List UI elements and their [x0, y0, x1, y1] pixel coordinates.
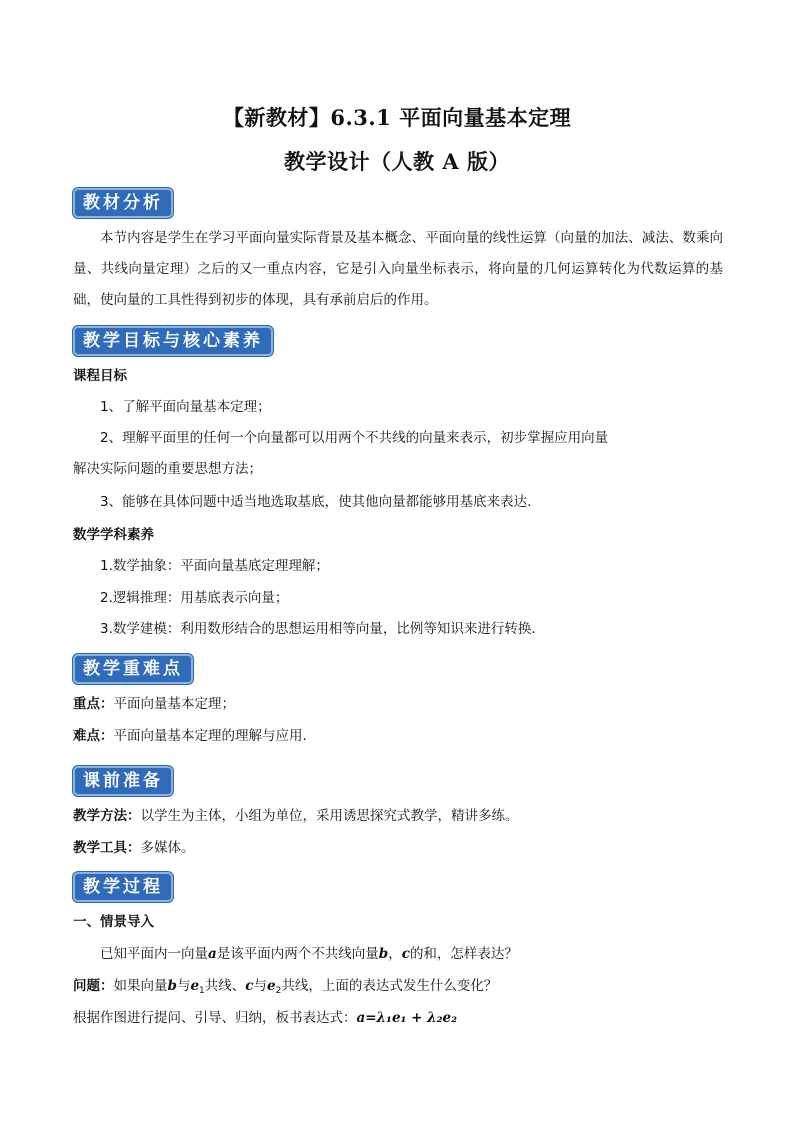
teaching-tool-line: [73, 833, 723, 864]
document-title-line1: 【新教材】6.3.1 平面向量基本定理: [222, 105, 572, 130]
teaching-tool-label: 教学工具：: [73, 840, 141, 856]
literacy-item-1: 1.数学抽象：平面向量基底定理理解；: [100, 558, 329, 574]
section-banner-objectives: 教学目标与核心素养: [73, 326, 273, 356]
board-expression-line: [73, 1003, 723, 1034]
intro-text-1: 已知平面内一向量: [100, 946, 208, 962]
objective-item-1: 1、了解平面向量基本定理；: [100, 399, 271, 415]
problem-text-2: 与: [176, 978, 191, 994]
objective-item-2: 2、理解平面里的任何一个向量都可以用两个不共线的向量来表示，初步掌握应用向量: [100, 430, 609, 446]
problem-vector-b: b: [167, 978, 177, 994]
board-text: 根据作图进行提问、引导、归纳，板书表达式：: [73, 1010, 357, 1026]
keypoint-text: 平面向量基本定理；: [113, 696, 235, 712]
problem-vector-c: c: [245, 978, 254, 994]
section-banner-prep: 课前准备: [73, 766, 173, 796]
teaching-method-line: [73, 801, 723, 832]
section-banner-process: 教学过程: [73, 872, 173, 902]
intro-comma: ，: [388, 946, 402, 962]
objective-item-3: 3、能够在具体问题中适当地选取基底，使其他向量都能够用基底来表达.: [100, 494, 532, 510]
problem-text-1: 如果向量: [113, 978, 168, 994]
difficulty-line: [73, 721, 723, 752]
problem-vector-e2: e: [267, 978, 276, 994]
problem-sub-2: 2: [275, 986, 282, 996]
problem-text-4: 与: [253, 978, 268, 994]
vector-b: b: [378, 946, 389, 962]
process-step-1-heading: 一、情景导入: [73, 914, 154, 930]
problem-label: 问题：: [73, 978, 114, 994]
problem-sub-1: 1: [199, 986, 205, 996]
board-formula: a=λ₁e₁ + λ₂e₂: [356, 1010, 458, 1026]
literacy-item-3: 3.数学建模：利用数形结合的思想运用相等向量，比例等知识来进行转换.: [100, 621, 536, 637]
teaching-method-text: 以学生为主体，小组为单位，采用诱思探究式教学，精讲多练。: [140, 808, 519, 824]
problem-line: [73, 971, 723, 1007]
section-banner-keypoints: 教学重难点: [73, 654, 193, 684]
literacy-item-2: 2.逻辑推理：用基底表示向量；: [100, 590, 289, 606]
problem-text-3: 共线、: [204, 978, 246, 994]
problem-text-5: 共线，上面的表达式发生什么变化？: [281, 978, 498, 994]
section-banner-analysis: 教材分析: [73, 188, 173, 218]
problem-vector-e1: e: [190, 978, 200, 994]
keypoint-label: 重点：: [73, 696, 114, 712]
intro-question-line: [100, 939, 750, 970]
difficulty-text: 平面向量基本定理的理解与应用.: [113, 728, 307, 744]
intro-text-2: 是该平面内两个不共线向量: [216, 946, 379, 962]
keypoint-line: [73, 689, 723, 720]
analysis-paragraph: 本节内容是学生在学习平面向量实际背景及基本概念、平面向量的线性运算（向量的加法、减法、数乘向量、共线向量定理）之后的又一重点内容，它是引入向量坐标表示，将向量的几何运算转化为代数运算的基础，使向量的工具性得到初步的体现，具有承前启后的作用。: [73, 230, 723, 308]
vector-c: c: [401, 946, 410, 962]
intro-text-3: 的和，怎样表达？: [409, 946, 518, 962]
difficulty-label: 难点：: [73, 728, 114, 744]
vector-a: a: [208, 946, 217, 962]
literacy-heading: 数学学科素养: [73, 527, 154, 543]
course-goals-heading: 课程目标: [73, 368, 127, 384]
teaching-method-label: 教学方法：: [73, 808, 141, 824]
document-title-line2: 教学设计（人教 A 版）: [284, 149, 510, 174]
teaching-tool-text: 多媒体。: [140, 840, 195, 856]
objective-item-2-continued: 解决实际问题的重要思想方法；: [73, 461, 262, 477]
